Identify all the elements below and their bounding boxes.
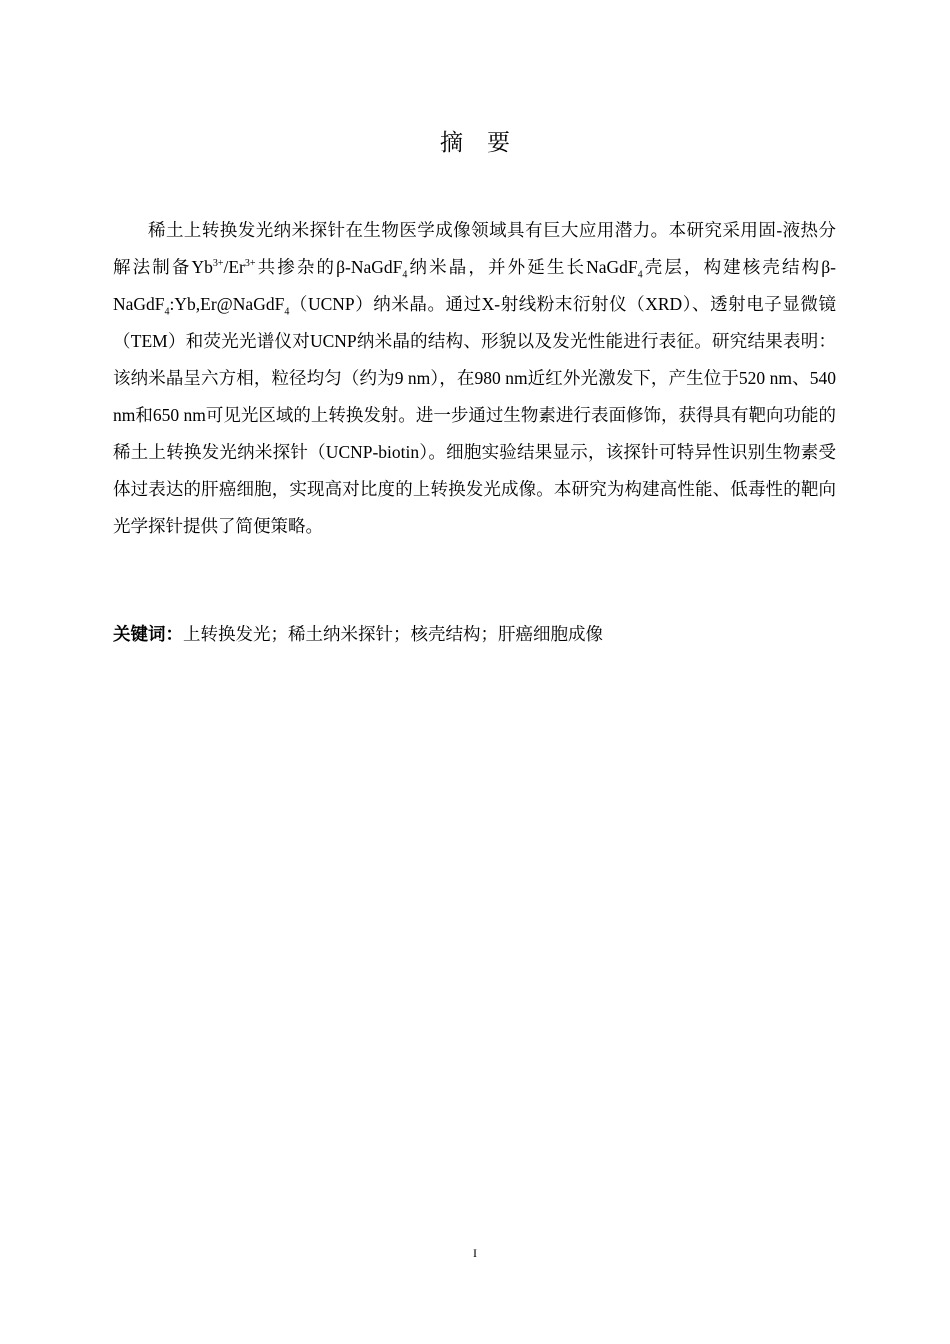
- abstract-text: 纳米晶，并外延生长NaGdF: [407, 257, 638, 277]
- heading-char: 要: [487, 130, 510, 155]
- abstract-text: （UCNP）纳米晶。通过X-射线粉末衍射仪（XRD）、透射电子显微镜（TEM）和荧光光谱仪对UCNP纳米晶的结构、形貌以及发光性能进行表征。研究结果表明：该纳米晶呈六方相，粒径均匀（约为9 nm），在980 nm近红外光激发下，产生位于520 nm、540 nm和650 nm可见光区域的上转换发射。进一步通过生物素进行表面修饰，获得具有靶向功能的稀土上转换发光纳米探针（UCNP-biotin）。细胞实验结果显示，该探针可特异性识别生物素受体过表达的肝癌细胞，实现高对比度的上转换发光成像。本研究为构建高性能、低毒性的靶向光学探针提供了简便策略。: [113, 294, 836, 536]
- subscript: 4: [402, 269, 408, 281]
- subscript: 4: [284, 306, 290, 318]
- keywords-label: 关键词：: [113, 624, 183, 644]
- abstract-text: 稀土上转换发光纳米探针在生物医学成像领域具有巨大应用潜力。本研究采用固-液热分解法制备Yb: [113, 220, 836, 277]
- abstract-paragraph: [113, 212, 836, 545]
- abstract-heading: [0, 124, 950, 157]
- heading-char: 摘: [440, 130, 463, 155]
- abstract-text: :Yb,Er@NaGdF: [169, 294, 285, 314]
- superscript: 3+: [244, 258, 256, 270]
- abstract-text: 共掺杂的β-NaGdF: [255, 257, 403, 277]
- keywords-text: 上转换发光；稀土纳米探针；核壳结构；肝癌细胞成像: [183, 624, 603, 644]
- abstract-text: /Er: [223, 257, 245, 277]
- abstract-text: 壳层，构建核壳结构β-NaGdF: [113, 257, 836, 314]
- subscript: 4: [637, 269, 643, 281]
- page-number: I: [473, 1246, 477, 1260]
- superscript: 3+: [212, 258, 224, 270]
- keywords-line: [113, 619, 836, 649]
- subscript: 4: [164, 306, 170, 318]
